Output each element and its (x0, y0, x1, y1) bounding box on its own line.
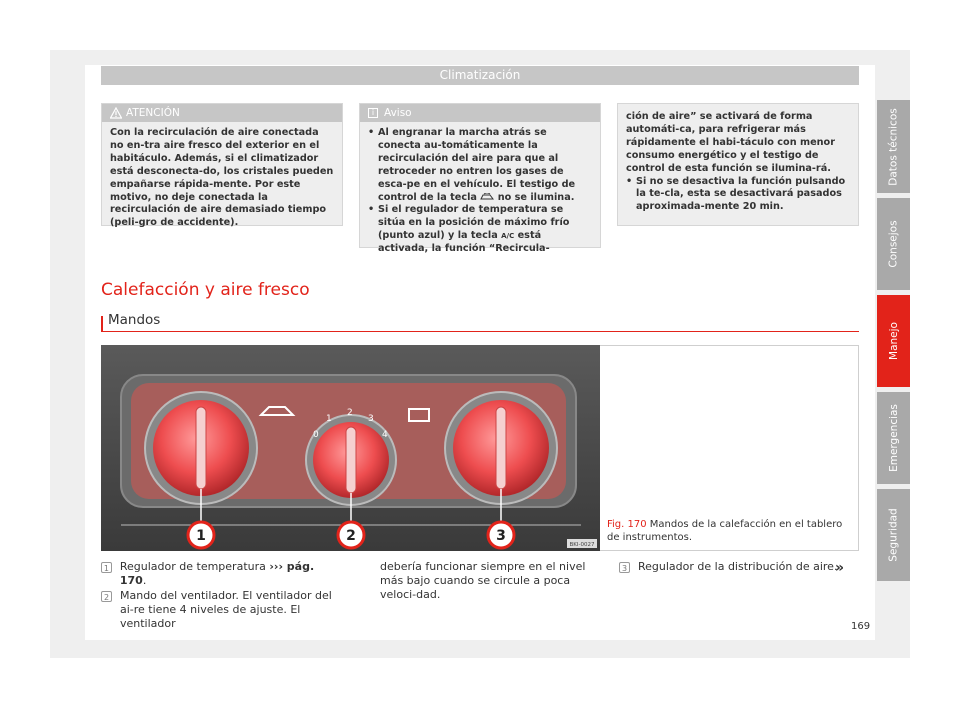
air-distribution-knob (445, 392, 557, 504)
notice-bullet-2: Si el regulador de temperatura se sitúa en la posición de máximo frío (punto azul) y la tecla (378, 204, 570, 242)
side-tab-emergencias[interactable] (877, 392, 910, 484)
list-item (101, 589, 341, 631)
fan-knob (306, 415, 396, 505)
side-tab-manejo[interactable] (877, 295, 910, 387)
notice-box (359, 103, 601, 255)
attention-box (101, 103, 343, 229)
item-3-text: Regulador de la distribución de aire. (638, 560, 838, 573)
bullet-dot: • (368, 127, 375, 138)
notice-body (360, 122, 600, 262)
item-2-continuation: debería funcionar siempre en el nivel más bajo cuando se circule a poca veloci-dad. (380, 560, 586, 601)
fan-level-label: 3 (368, 414, 374, 424)
item-number: 2 (101, 591, 112, 602)
callout-number: 1 (196, 528, 206, 544)
subtitle-rule (101, 331, 859, 332)
continue-arrow: » (835, 560, 845, 576)
chapter-header: Climatización (101, 66, 859, 85)
list-item (101, 560, 341, 588)
ac-key-label: A/C (501, 232, 515, 241)
figure-caption-text: Mandos de la calefacción en el tablero de instrumentos. (607, 519, 843, 543)
notice-bullet-1: Al engranar la marcha atrás se conecta au-tomáticamente la recirculación del aire para que al retroceder no entren los gases de esca-pe en el vehículo. El testigo de control de la tecla (378, 127, 576, 203)
page-reference-link[interactable]: ››› pág. 170 (119, 560, 315, 587)
figure-label: Fig. 170 (607, 519, 647, 530)
side-tab-label: Datos técnicos (887, 107, 900, 186)
callout-1 (188, 522, 214, 548)
notice-continuation-text: ción de aire” se activará de forma automáti-ca, para refrigerar más rápidamente el habi-táculo con menor consumo energético y el testigo de control de esta función se ilumina-rá. (626, 111, 835, 174)
side-tab-label: Seguridad (887, 508, 900, 562)
item-number: 1 (101, 562, 112, 573)
fan-level-label: 1 (326, 414, 332, 424)
climate-controls-illustration (101, 345, 600, 551)
bullet-dot: • (368, 204, 375, 216)
fan-level-label: 4 (382, 430, 388, 440)
section-title: Calefacción y aire fresco (101, 280, 310, 300)
notice-continuation-box (617, 103, 859, 226)
item-list-left (101, 560, 341, 631)
notice-bullet (368, 127, 592, 204)
notice-continuation-body (618, 104, 858, 220)
warning-triangle-icon (110, 107, 122, 119)
notice-bullet-2-tail: está activada, la función “Recircula- (378, 230, 550, 255)
item-number: 3 (619, 562, 630, 573)
notice-bullet-3: Si no se desactiva la función pulsando la te-cla, esta se desactivará pasados aproximada-mente 20 min. (636, 175, 846, 213)
attention-text: Con la recirculación de aire conectada no en-tra aire fresco del exterior en el habitáculo. Además, si el climatizador está desconecta-do, los cristales pueden empañarse rápida-mente. Por este motivo, no deje conectada la recirculación de aire demasiado tiempo (peli-gro de accidente). (110, 127, 334, 229)
item-2-text: Mando del ventilador. El ventilador del ai-re tiene 4 niveles de ajuste. El ventilador (120, 589, 332, 630)
callout-3 (488, 522, 514, 548)
figure-caption (607, 518, 852, 544)
subtitle-marker (101, 316, 103, 331)
callout-number: 3 (496, 528, 506, 544)
notice-title: Aviso (384, 107, 412, 119)
recirculation-car-icon (480, 193, 494, 200)
section-subtitle: Mandos (108, 312, 161, 328)
page-number: 169 (851, 621, 871, 632)
notice-box-header (360, 104, 600, 122)
temperature-knob (145, 392, 257, 504)
side-tab-label: Emergencias (887, 404, 900, 472)
item-1-tail: . (142, 574, 147, 587)
bullet-dot: • (626, 175, 633, 187)
side-tab-consejos[interactable] (877, 198, 910, 290)
side-tab-label: Manejo (887, 322, 900, 360)
fan-level-label: 2 (347, 408, 353, 418)
list-item (619, 560, 849, 574)
callout-number: 2 (346, 528, 356, 544)
callout-2 (338, 522, 364, 548)
notice-bullet (626, 176, 850, 215)
attention-box-header (102, 104, 342, 122)
notice-bullet-1-tail: no se ilumina. (497, 191, 575, 203)
item-list-right (619, 560, 849, 574)
attention-title: ATENCIÓN (126, 107, 180, 119)
figure-code: BKI-0027 (569, 542, 595, 548)
side-tab-datos-tecnicos[interactable] (877, 100, 910, 193)
info-icon: i (368, 108, 378, 118)
side-tab-seguridad[interactable] (877, 489, 910, 581)
notice-bullet (368, 204, 592, 256)
fan-level-label: 0 (313, 430, 319, 440)
side-tab-label: Consejos (887, 220, 900, 268)
item-1-text: Regulador de temperatura (119, 560, 266, 573)
